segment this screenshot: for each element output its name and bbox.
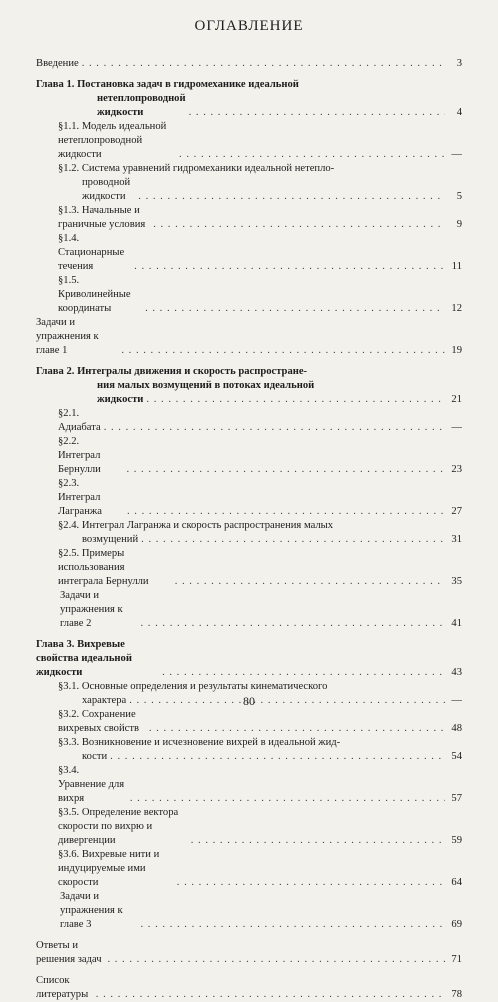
toc-section-1-3: §1.3. Начальные и граничные условия . . . 9 xyxy=(36,204,462,232)
toc-section-2-5: §2.5. Примеры использования интеграла Бернулли . . . 35 xyxy=(36,547,462,589)
toc-chapter-3: Глава 3. Вихревые свойства идеальной жидкости . . . 43 xyxy=(36,638,462,680)
toc-section-3-3: §3.3. Возникновение и исчезновение вихрей в идеальной жид- кости . . . 54 xyxy=(36,736,462,764)
toc-tasks-1: Задачи и упражнения к главе 1 . . . 19 xyxy=(36,316,462,358)
toc-entry-answers: Ответы и решения задач . . . 71 xyxy=(36,939,462,967)
toc-chapter-2: Глава 2. Интегралы движения и скорость распростране- ния малых возмущений в потоках идеальной жидкости . . . 21 xyxy=(36,365,462,407)
toc-chapter-1: Глава 1. Постановка задач в гидромеханике идеальной нетеплопроводной жидкости . . . 4 xyxy=(36,78,462,120)
toc-section-3-6: §3.6. Вихревые нити и индуцируемые ими скорости . . . 64 xyxy=(36,848,462,890)
toc-entry-intro: Введение . . . 3 xyxy=(36,57,462,71)
toc-section-2-4: §2.4. Интеграл Лагранжа и скорость распространения малых возмущений . . . 31 xyxy=(36,519,462,547)
toc-section-2-1: §2.1. Адиабата . . . — xyxy=(36,407,462,435)
toc-section-3-4: §3.4. Уравнение для вихря . . . 57 xyxy=(36,764,462,806)
toc-tasks-2: Задачи и упражнения к главе 2 . . . 41 xyxy=(36,589,462,631)
toc-section-3-1: §3.1. Основные определения и результаты кинематического характера . . . — xyxy=(36,680,462,708)
toc-section-2-2: §2.2. Интеграл Бернулли . . . 23 xyxy=(36,435,462,477)
page-number: 80 xyxy=(243,694,255,708)
toc-tasks-3: Задачи и упражнения к главе 3 . . . 69 xyxy=(36,890,462,932)
toc-section-1-5: §1.5. Криволинейные координаты . . . 12 xyxy=(36,274,462,316)
toc-section-2-3: §2.3. Интеграл Лагранжа . . . 27 xyxy=(36,477,462,519)
toc-section-3-2: §3.2. Сохранение вихревых свойств . . . 48 xyxy=(36,708,462,736)
toc-section-1-2: §1.2. Система уравнений гидромеханики идеальной нетепло- проводной жидкости . . . 5 xyxy=(36,162,462,204)
toc-section-1-1: §1.1. Модель идеальной нетеплопроводной жидкости . . . — xyxy=(36,120,462,162)
toc-page xyxy=(36,10,462,1002)
page-title: ОГЛАВЛЕНИЕ xyxy=(194,18,304,34)
table-of-contents xyxy=(36,57,462,1002)
toc-entry-literature: Список литературы . . . 78 xyxy=(36,974,462,1002)
toc-section-3-5: §3.5. Определение вектора скорости по вихрю и дивергенции . . . 59 xyxy=(36,806,462,848)
toc-section-1-4: §1.4. Стационарные течения . . . 11 xyxy=(36,232,462,274)
